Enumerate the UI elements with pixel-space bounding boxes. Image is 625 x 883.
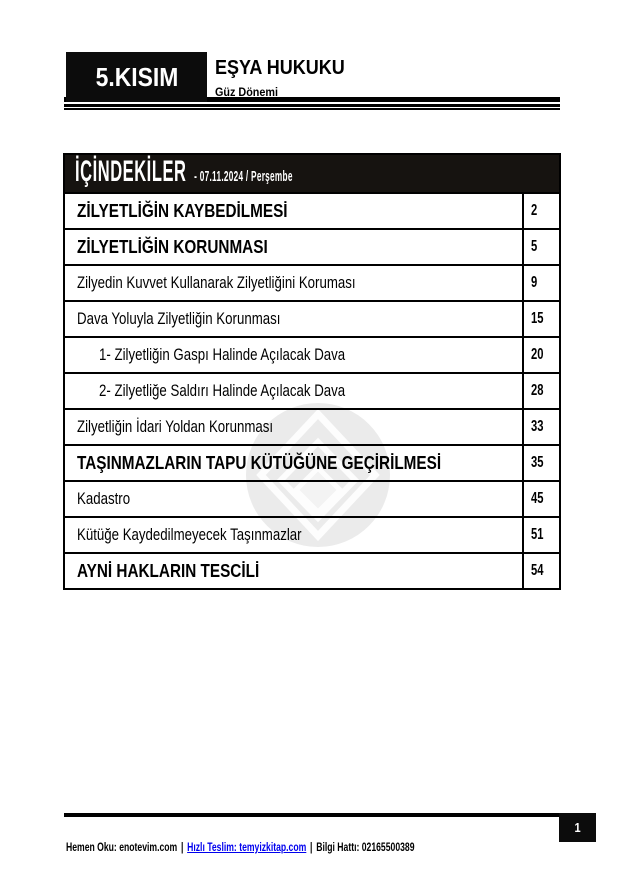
course-block xyxy=(215,57,359,101)
toc-row-page: 33 xyxy=(531,418,544,435)
footer-separator: | xyxy=(310,842,313,854)
footer-separator: | xyxy=(180,842,184,854)
footer-link[interactable]: Hızlı Teslim: temyizkitap.com xyxy=(187,842,307,854)
toc-table xyxy=(63,153,561,590)
toc-row-page: 28 xyxy=(531,382,544,399)
toc-row xyxy=(65,444,559,480)
course-title: EŞYA HUKUKU xyxy=(215,57,345,79)
toc-row xyxy=(65,192,559,228)
toc-row-label: ZİLYETLİĞİN KAYBEDİLMESİ xyxy=(77,200,288,221)
toc-row xyxy=(65,300,559,336)
toc-row xyxy=(65,516,559,552)
toc-row-label-cell xyxy=(65,446,524,480)
toc-row-label-cell xyxy=(65,554,524,588)
footer-right-text: Bilgi Hattı: 02165500389 xyxy=(316,842,415,854)
toc-row-label: Kadastro xyxy=(77,489,131,508)
toc-row-page-cell xyxy=(524,446,559,480)
toc-row-page: 35 xyxy=(531,454,544,471)
toc-row-page: 2 xyxy=(531,202,538,219)
toc-row-label-cell xyxy=(65,482,524,516)
toc-row-page: 20 xyxy=(531,346,544,363)
toc-row-page-cell xyxy=(524,338,559,372)
toc-row-label: Zilyetliğin İdari Yoldan Korunması xyxy=(77,417,274,436)
toc-row-label-cell xyxy=(65,338,524,372)
toc-row-page: 51 xyxy=(531,526,544,543)
toc-row-label: Kütüğe Kaydedilmeyecek Taşınmazlar xyxy=(77,525,302,544)
toc-row-label: 2- Zilyetliğe Saldırı Halinde Açılacak Dava xyxy=(99,381,346,400)
toc-row-page-cell xyxy=(524,410,559,444)
toc-row-label: 1- Zilyetliğin Gaspı Halinde Açılacak Dava xyxy=(99,345,346,364)
toc-row-page: 54 xyxy=(531,562,544,579)
toc-row-label-cell xyxy=(65,374,524,408)
toc-row xyxy=(65,408,559,444)
toc-row-page-cell xyxy=(524,302,559,336)
page-number: 1 xyxy=(574,820,581,835)
toc-title: İÇİNDEKİLER xyxy=(75,155,187,188)
course-term: Güz Dönemi xyxy=(215,85,279,99)
toc-row xyxy=(65,336,559,372)
toc-row-label: ZİLYETLİĞİN KORUNMASI xyxy=(77,236,268,257)
toc-row-page: 9 xyxy=(531,274,538,291)
toc-row xyxy=(65,552,559,588)
toc-row-page-cell xyxy=(524,374,559,408)
part-badge xyxy=(66,52,207,102)
toc-row-page-cell xyxy=(524,194,559,228)
footer-line xyxy=(66,842,415,854)
toc-row-label-cell xyxy=(65,518,524,552)
toc-row-page: 5 xyxy=(531,238,538,255)
toc-row-page-cell xyxy=(524,554,559,588)
toc-row-page-cell xyxy=(524,518,559,552)
toc-rows xyxy=(65,192,559,588)
footer-divider xyxy=(64,813,559,817)
toc-header xyxy=(65,155,559,192)
toc-row-label: Zilyedin Kuvvet Kullanarak Zilyetliğini Koruması xyxy=(77,273,356,292)
toc-header-line xyxy=(75,155,293,189)
toc-date: - 07.11.2024 / Perşembe xyxy=(194,168,293,185)
toc-row xyxy=(65,372,559,408)
part-label: 5.KISIM xyxy=(95,61,178,92)
page-number-badge xyxy=(559,813,596,842)
footer-info xyxy=(66,842,531,854)
toc-row-label-cell xyxy=(65,410,524,444)
toc-row-label-cell xyxy=(65,266,524,300)
toc-row-page-cell xyxy=(524,266,559,300)
toc-row-label-cell xyxy=(65,302,524,336)
toc-row-label-cell xyxy=(65,230,524,264)
toc-row-page: 15 xyxy=(531,310,544,327)
toc-row xyxy=(65,264,559,300)
toc-row-page: 45 xyxy=(531,490,544,507)
footer-left-text: Hemen Oku: enotevim.com xyxy=(66,842,178,854)
toc-row-label: TAŞINMAZLARIN TAPU KÜTÜĞÜNE GEÇİRİLMESİ xyxy=(77,452,442,473)
toc-row-label: Dava Yoluyla Zilyetliğin Korunması xyxy=(77,309,281,328)
toc-row-page-cell xyxy=(524,482,559,516)
toc-row-label: AYNİ HAKLARIN TESCİLİ xyxy=(77,560,260,581)
toc-row-label-cell xyxy=(65,194,524,228)
toc-row xyxy=(65,480,559,516)
toc-row-page-cell xyxy=(524,230,559,264)
toc-row xyxy=(65,228,559,264)
